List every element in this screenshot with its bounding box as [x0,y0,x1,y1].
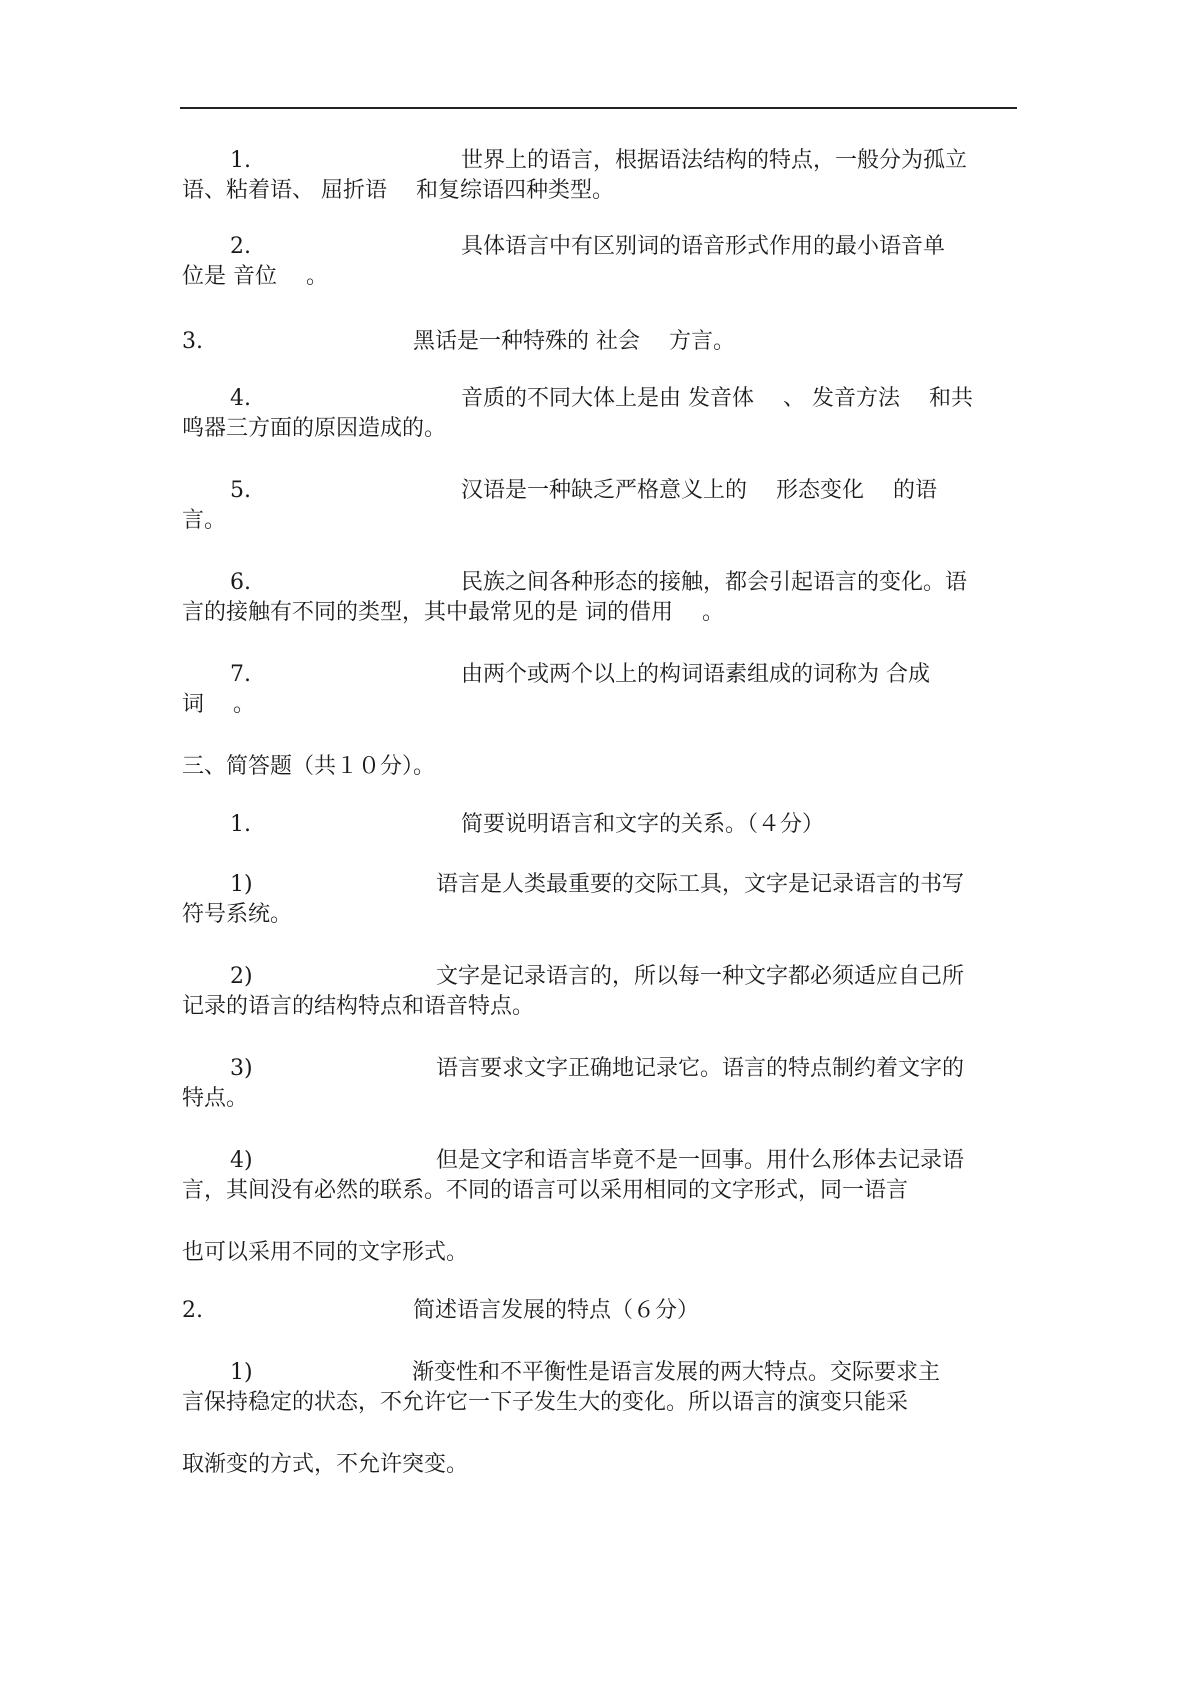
point-number: 2) [230,964,253,989]
item-text: 世界上的语言，根据语法结构的特点，一般分为孤立 [461,148,968,173]
point-text-cont: 也可以采用不同的文字形式。 [182,1240,469,1265]
item-text-cont: 言的接触有不同的类型，其中最常见的是 词的借用 。 [182,600,724,625]
item-number: 4. [230,386,251,411]
item-text-cont: 词 。 [182,692,255,717]
item-text-cont: 言。 [182,508,227,533]
question-title: 简述语言发展的特点（６分） [413,1298,700,1323]
point-text-cont: 言保持稳定的状态，不允许它一下子发生大的变化。所以语言的演变只能采 [182,1390,909,1415]
point-number: 1) [230,1360,253,1385]
point-text-cont: 言，其间没有必然的联系。不同的语言可以采用相同的文字形式，同一语言 [182,1178,909,1203]
item-text: 民族之间各种形态的接触，都会引起语言的变化。语 [461,570,968,595]
point-text-cont: 取渐变的方式，不允许突变。 [182,1452,469,1477]
point-number: 4) [230,1148,253,1173]
item-text-cont: 位是 音位 。 [182,264,328,289]
point-text: 语言是人类最重要的交际工具，文字是记录语言的书写 [436,872,965,897]
point-text: 渐变性和不平衡性是语言发展的两大特点。交际要求主 [412,1360,941,1385]
item-number: 6. [230,570,251,595]
item-number: 3. [182,329,203,354]
item-number: 2. [230,234,251,259]
point-text: 文字是记录语言的，所以每一种文字都必须适应自己所 [436,964,965,989]
header-rule [180,107,1017,109]
point-text: 但是文字和语言毕竟不是一回事。用什么形体去记录语 [436,1148,965,1173]
point-number: 3) [230,1056,253,1081]
question-title: 简要说明语言和文字的关系。（４分） [461,812,825,837]
question-number: 2. [182,1298,203,1323]
item-number: 1. [230,148,251,173]
question-number: 1. [230,812,251,837]
point-text-cont: 记录的语言的结构特点和语音特点。 [182,994,535,1019]
point-text-cont: 符号系统。 [182,902,293,927]
item-text: 由两个或两个以上的构词语素组成的词称为 合成 [461,662,930,687]
item-text: 汉语是一种缺乏严格意义上的 形态变化 的语 [461,478,937,503]
item-text-cont: 语、粘着语、 屈折语 和复综语四种类型。 [182,178,614,203]
point-text: 语言要求文字正确地记录它。语言的特点制约着文字的 [436,1056,965,1081]
item-text: 黑话是一种特殊的 社会 方言。 [413,329,735,354]
point-number: 1) [230,872,253,897]
item-text: 具体语言中有区别词的语音形式作用的最小语音单 [461,234,946,259]
point-text-cont: 特点。 [182,1086,249,1111]
item-number: 7. [230,662,251,687]
item-text-cont: 鸣器三方面的原因造成的。 [182,416,447,441]
section-heading: 三、简答题（共１０分）。 [182,754,436,779]
item-number: 5. [230,478,251,503]
item-text: 音质的不同大体上是由 发音体 、 发音方法 和共 [461,386,973,411]
